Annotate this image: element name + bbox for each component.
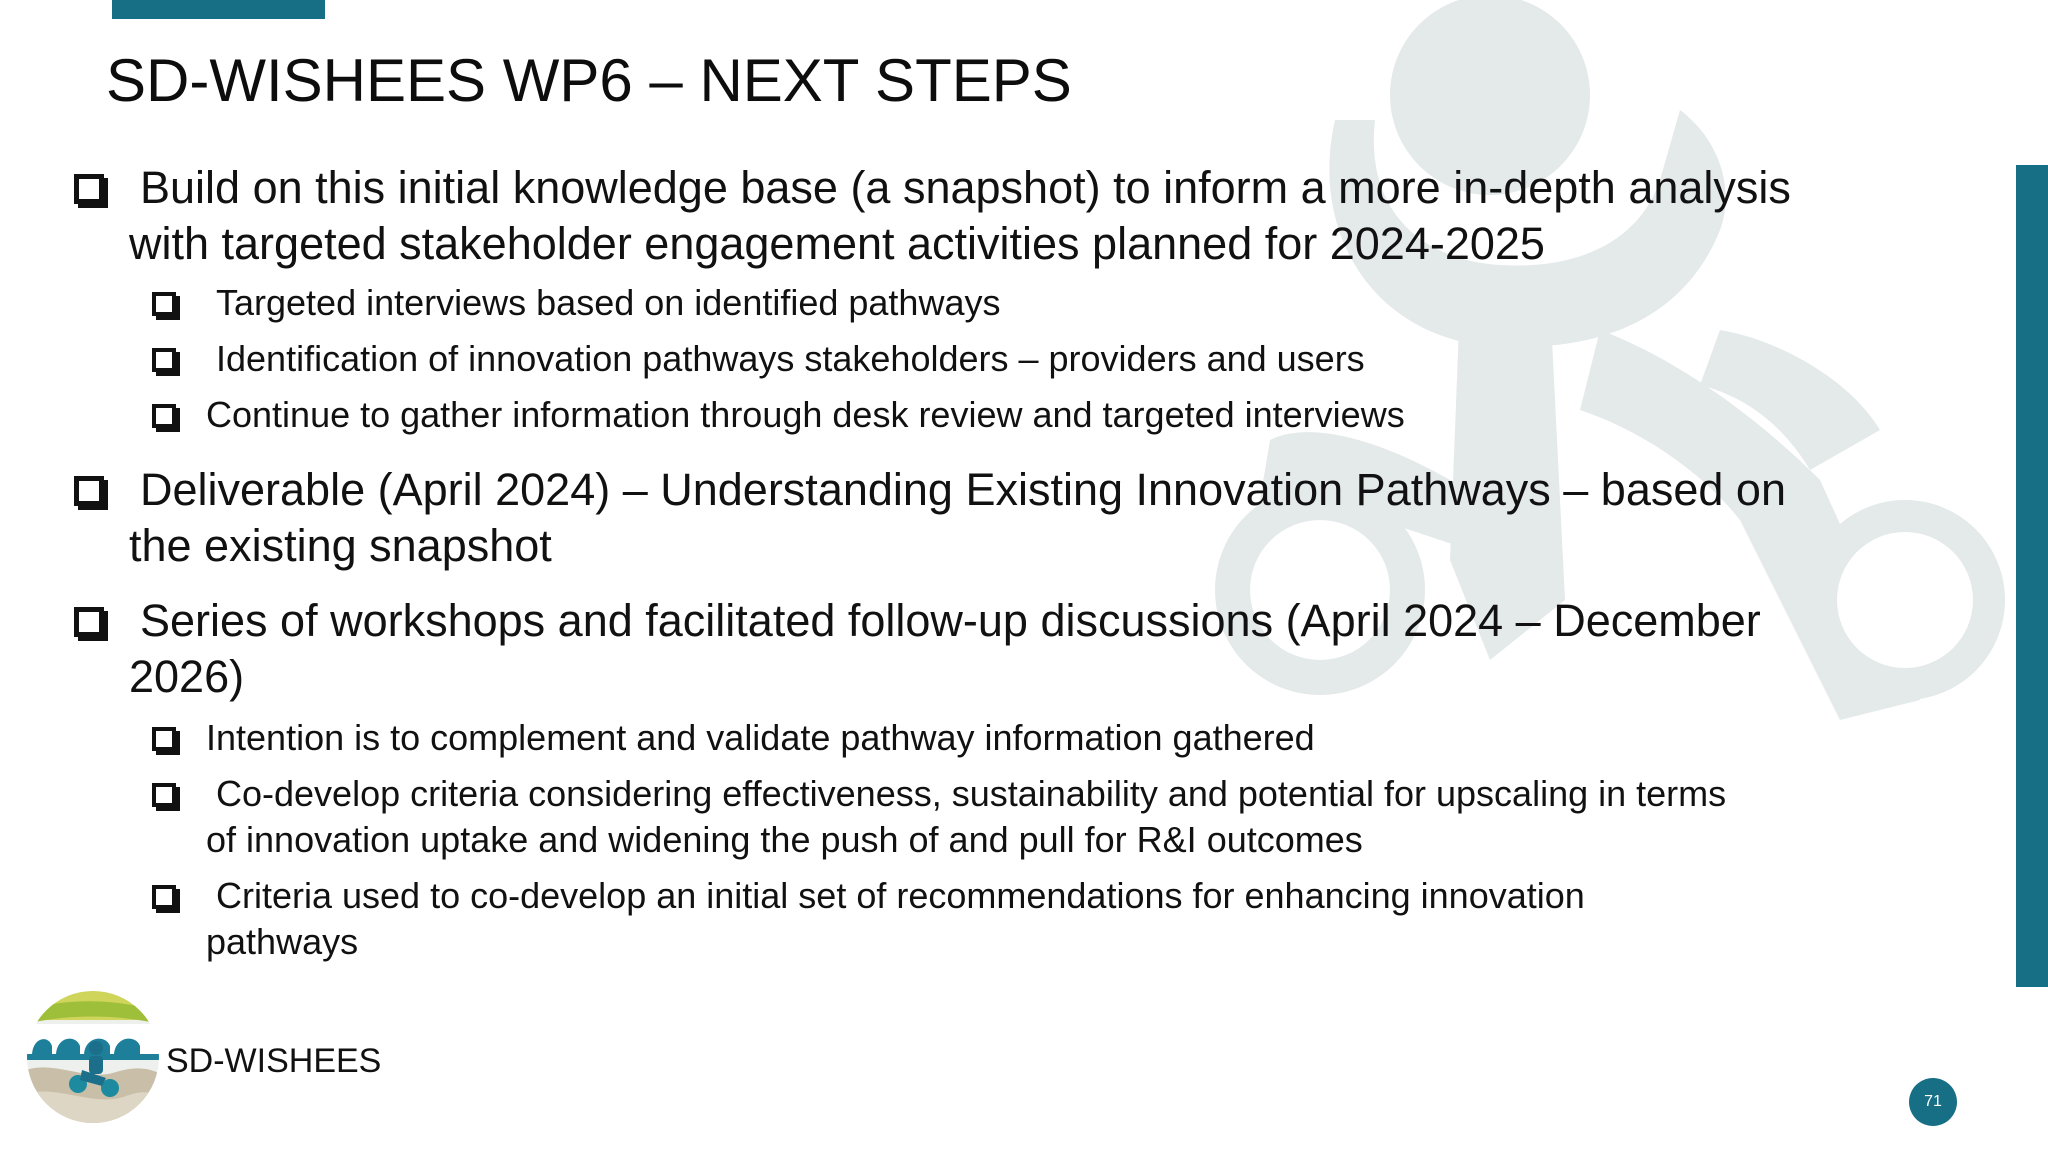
sd-wishees-logo-icon — [26, 990, 160, 1124]
sub-bullet-text: Targeted interviews based on identified pathways — [216, 282, 1001, 323]
bullet-text-line: 2026) — [129, 651, 245, 702]
bullet-workshops — [74, 593, 1761, 705]
checkbox-bullet-icon — [74, 476, 104, 506]
sub-bullet-text: of innovation uptake and widening the push of and pull for R&I outcomes — [206, 819, 1363, 860]
footer-brand-text: SD-WISHEES — [166, 1042, 382, 1080]
bullet-text-line: Series of workshops and facilitated follow-up discussions (April 2024 – December — [140, 595, 1761, 646]
sub-bullet-text: pathways — [206, 921, 359, 962]
bullet-text-line: Deliverable (April 2024) – Understanding Existing Innovation Pathways – based on — [140, 464, 1786, 515]
checkbox-bullet-icon — [152, 727, 176, 751]
checkbox-bullet-icon — [74, 607, 104, 637]
checkbox-bullet-icon — [152, 404, 176, 428]
sub-bullet-continue-gather — [152, 392, 1405, 438]
sub-bullet-text: Co-develop criteria considering effectiveness, sustainability and potential for upscaling in terms — [216, 773, 1727, 814]
checkbox-bullet-icon — [152, 348, 176, 372]
bullet-text-line: the existing snapshot — [129, 520, 552, 571]
sub-bullet-criteria-used — [152, 873, 1585, 965]
sub-bullet-text: Intention is to complement and validate pathway information gathered — [206, 717, 1315, 758]
sub-bullet-intention — [152, 715, 1315, 761]
sub-bullet-text: Criteria used to co-develop an initial set of recommendations for enhancing innovation — [216, 875, 1585, 916]
page-number-badge: 71 — [1909, 1078, 1957, 1126]
bullet-text-line: with targeted stakeholder engagement activities planned for 2024-2025 — [129, 218, 1545, 269]
sub-bullet-text: Continue to gather information through desk review and targeted interviews — [206, 394, 1405, 435]
sub-bullet-text: Identification of innovation pathways stakeholders – providers and users — [216, 338, 1365, 379]
sub-bullet-identification — [152, 336, 1365, 382]
checkbox-bullet-icon — [152, 885, 176, 909]
checkbox-bullet-icon — [152, 292, 176, 316]
sub-bullet-co-develop-criteria — [152, 771, 1726, 863]
bullet-deliverable — [74, 462, 1786, 574]
bullet-knowledge-base — [74, 160, 1791, 272]
bullet-text-line: Build on this initial knowledge base (a snapshot) to inform a more in-depth analysis — [140, 162, 1791, 213]
checkbox-bullet-icon — [152, 783, 176, 807]
sub-bullet-targeted-interviews — [152, 280, 1000, 326]
slide-title: SD-WISHEES WP6 – NEXT STEPS — [106, 47, 1072, 114]
checkbox-bullet-icon — [74, 174, 104, 204]
